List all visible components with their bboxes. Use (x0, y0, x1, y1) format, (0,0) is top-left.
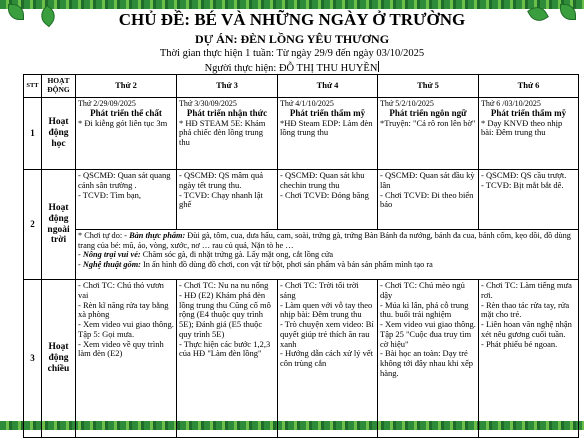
afternoon-cell (378, 280, 479, 438)
afternoon-text: - Múa kì lân, phá cỗ trung thu. buổi trải nghiệm (380, 299, 469, 320)
afternoon-cell (278, 280, 378, 438)
outdoor-text: - TCVĐ: Chạy nhanh lật ghế (179, 189, 263, 210)
table-row (24, 280, 579, 438)
afternoon-text: - Xem video về quy trình làm đèn (E2) (78, 338, 164, 359)
row-number: 2 (24, 170, 42, 280)
lesson-date: Thứ 6 /03/10/2025 (481, 99, 541, 108)
text-cursor (378, 61, 379, 72)
outdoor-text: - QSCMĐ: QS cầu trượt. (481, 170, 567, 180)
time-range: Thời gian thực hiện 1 tuần: Từ ngày 29/9 đến ngày 03/10/2025 (159, 48, 425, 59)
row-number: 3 (24, 280, 42, 438)
activity-name: Hoạt động ngoài trời (42, 170, 76, 280)
afternoon-text: - Làm quen với vỗ tay theo nhịp bài: Đêm trung thu (280, 299, 373, 320)
project-title: DỰ ÁN: ĐÈN LỒNG YÊU THƯƠNG (194, 32, 390, 46)
lesson-cell (76, 98, 177, 170)
lesson-cell (278, 98, 378, 170)
lesson-text: * Dạy KNVĐ theo nhịp bài: Đêm trung thu (481, 117, 563, 138)
outdoor-text: - QSCMĐ: Quan sát khu chechin trung thu (280, 170, 365, 190)
outdoor-text: - QSCMĐ: Quan sát đầu kỳ lân (380, 170, 475, 190)
free-play-line (78, 250, 576, 260)
afternoon-text: - Chơi TC: Trời tối trời sáng (280, 280, 359, 300)
col-header-tue: Thứ 3 (177, 75, 278, 98)
weekly-plan-table (23, 74, 579, 438)
lesson-date: Thứ 5/2/10/2025 (380, 99, 434, 108)
afternoon-text: - Phát phiếu bé ngoan. (481, 338, 558, 349)
free-play-line (78, 231, 576, 250)
lesson-title: Phát triển thể chất (90, 108, 162, 119)
afternoon-cell (177, 280, 278, 438)
activity-name: Hoạt động học (42, 98, 76, 170)
afternoon-text: - Bài học an toàn: Dạy trẻ không tới đây nhau khi xếp hàng. (380, 348, 474, 378)
row-number: 1 (24, 98, 42, 170)
lesson-title: Phát triển ngôn ngữ (389, 108, 467, 119)
table-row (24, 170, 579, 230)
free-play-cell (76, 230, 579, 280)
afternoon-text: - Chơi TC: Chú mèo ngủ dậy (380, 280, 465, 300)
lesson-text: *Truyện: "Cả rô ron lên bờ" (380, 117, 476, 128)
afternoon-text: - Trò chuyện xem video: Bí quyết giúp trẻ thích ăn rau xanh (280, 319, 374, 349)
lesson-text: * Đi kiễng gót liên tục 3m (78, 117, 168, 128)
lesson-date: Thứ 3/30/09/2025 (179, 99, 237, 108)
table-row (24, 230, 579, 280)
col-header-stt: STT (24, 75, 42, 98)
lesson-cell (177, 98, 278, 170)
col-header-wed: Thứ 4 (278, 75, 378, 98)
afternoon-text: - Hướng dẫn cách xử lý vết côn trùng cắn (280, 348, 374, 369)
outdoor-cell (378, 170, 479, 230)
free-play-line (78, 260, 576, 270)
afternoon-cell (479, 280, 579, 438)
outdoor-text: - Chơi TCVĐ: Đi theo biển báo (380, 189, 474, 210)
outdoor-cell (479, 170, 579, 230)
lesson-text: * HĐ STEAM 5E: Khám phá chiếc đèn lồng trung thu (179, 117, 266, 148)
lesson-title: Phát triển nhận thức (186, 108, 268, 119)
free-play-text: Chăm sóc gà, đi nhặt trứng gà. Lấy mặt ong, cắt lồng cửa (140, 250, 334, 260)
page-title: CHỦ ĐỀ: BÉ VÀ NHỮNG NGÀY Ở TRƯỜNG (118, 10, 466, 29)
free-play-text: Đùi gà, tôm, cua, dưa hấu, cam, soài, trứng gà, trứng Bàn Bánh đa nướng, bánh đa cua, bánh cốm, kẹo dồi, đồ dùng trang của bé: mũ, áo, vòng, xước, nơ … rau củ quả, Nặn tò he … (78, 231, 571, 250)
lesson-date: Thứ 4/1/10/2025 (280, 99, 334, 108)
outdoor-text: - TCVĐ: Bịt mắt bắt dê. (481, 179, 564, 190)
col-header-mon: Thứ 2 (76, 75, 177, 98)
table-row (24, 98, 579, 170)
free-play-text: In ấn hình đồ dùng đồ chơi, con vật từ bột, phơi sản phẩm và bán sản phẩm mình tạo ra (140, 259, 433, 269)
free-play-heading: - Nông trại vui vẻ: (78, 250, 141, 260)
col-header-fri: Thứ 6 (479, 75, 579, 98)
outdoor-cell (177, 170, 278, 230)
lesson-cell (378, 98, 479, 170)
afternoon-text: - Chơi TC: Chú thỏ vươn vai (78, 280, 164, 300)
lesson-title: Phát triển thẩm mỹ (490, 108, 567, 119)
lesson-date: Thứ 2/29/09/2025 (78, 99, 136, 108)
lesson-title: Phát triển thẩm mỹ (289, 108, 366, 119)
outdoor-cell (76, 170, 177, 230)
free-play-heading: - Bàn thực phẩm: (124, 231, 186, 240)
afternoon-text: - HĐ (E2) Khám phá đèn lồng trung thu Cũng cố mô rộng (E4 thuộc quy trình 5E); Đánh giá (E5 thuộc quy trình 5E) (179, 289, 271, 339)
afternoon-text: - Chơi TC: Nu na nu nống (179, 280, 269, 290)
free-play-heading: - Nghệ thuật gốm: (78, 259, 141, 269)
afternoon-text: - Chơi TC: Làm tiếng mưa rơi. (481, 280, 572, 300)
col-header-thu: Thứ 5 (378, 75, 479, 98)
free-play-label: * Chơi tự do: (78, 231, 125, 240)
outdoor-text: - QSCMĐ: QS mâm quả ngày tết trung thu. (179, 170, 264, 190)
lesson-text: *HĐ Steam EDP: Làm đèn lồng trung thu (280, 117, 373, 138)
afternoon-text: - Rèn kĩ năng rửa tay bằng xà phòng (78, 299, 169, 320)
person-line (0, 61, 584, 74)
outdoor-text: - Chơi TCVĐ: Đóng băng (280, 189, 369, 200)
afternoon-text: - Rèn thao tác rửa tay, rửa mặt cho trẻ. (481, 299, 570, 320)
afternoon-text: - Liên hoan văn nghệ nhận xét nêu gương cuối tuần. (481, 319, 572, 339)
person-text: Người thực hiện: ĐỖ THỊ THU HUYỀN (204, 63, 378, 74)
afternoon-text: - Xem video vui giao thông. Tập 5: Gọi mưa. (78, 319, 174, 339)
lesson-cell (479, 98, 579, 170)
afternoon-text: - Thực hiện các bước 1,2,3 của HĐ "Làm đèn lồng" (179, 338, 271, 359)
afternoon-cell (76, 280, 177, 438)
outdoor-text: - TCVĐ: Tìm bạn, (78, 189, 141, 200)
col-header-activity: HOẠT ĐỘNG (42, 75, 76, 98)
outdoor-text: - QSCMĐ: Quan sát quang cảnh sân trường . (78, 170, 171, 190)
activity-name: Hoạt động chiều (42, 280, 76, 438)
afternoon-text: - Xem video vui giao thông. Tập 25 "Cuộc đua truy tìm cờ hiệu" (380, 319, 476, 349)
top-vine-border (0, 0, 584, 9)
table-header-row (24, 75, 579, 98)
outdoor-cell (278, 170, 378, 230)
